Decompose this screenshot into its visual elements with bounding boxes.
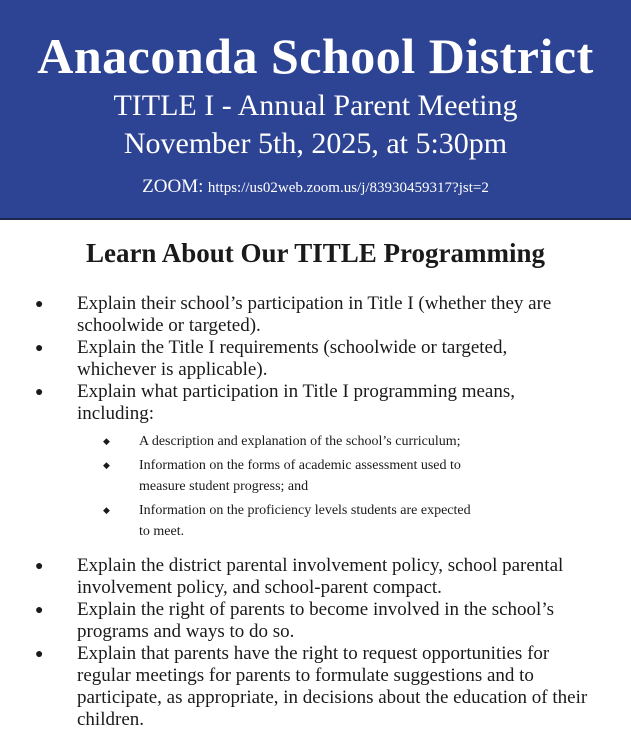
list-item-text: Explain the Title I requirements (schoolwide or targeted, whichever is applicable). [77, 337, 508, 380]
sub-list-item [0, 431, 591, 452]
list-item [0, 599, 631, 643]
zoom-label: ZOOM: [142, 176, 204, 197]
zoom-link[interactable]: https://us02web.zoom.us/j/83930459317?jst=2 [207, 180, 489, 196]
list-item [0, 555, 631, 599]
sub-list-item-text: A description and explanation of the school’s curriculum; [139, 434, 461, 449]
bullet-icon: ● [35, 603, 44, 618]
list-item-text: Explain their school’s participation in Title I (whether they are schoolwide or targeted). [77, 293, 552, 336]
list-item-text: Explain the right of parents to become involved in the school’s programs and ways to do so. [77, 599, 555, 642]
agenda-list [0, 293, 631, 731]
bullet-icon: ● [35, 341, 44, 356]
list-item [0, 293, 631, 337]
sub-list-item-text: Information on the proficiency levels students are expected to meet. [139, 503, 471, 539]
meeting-title: TITLE I - Annual Parent Meeting [113, 89, 518, 122]
diamond-bullet-icon: ◆ [103, 505, 110, 515]
meeting-date: November 5th, 2025, at 5:30pm [123, 127, 508, 160]
sub-list-item [0, 455, 591, 497]
list-item [0, 643, 631, 731]
zoom-line [0, 174, 631, 200]
bullet-icon: ● [35, 385, 44, 400]
sub-list-item-text: Information on the forms of academic assessment used to measure student progress; and [139, 458, 461, 494]
bullet-icon: ● [35, 559, 44, 574]
list-item-text: Explain that parents have the right to request opportunities for regular meetings for parents to formulate suggestions and to participate, as appropriate, in decisions about the education of their children. [77, 643, 588, 730]
section-heading: Learn About Our TITLE Programming [85, 238, 546, 268]
sub-list [77, 431, 591, 542]
sub-list-item [0, 500, 591, 542]
bullet-icon: ● [35, 647, 44, 662]
diamond-bullet-icon: ◆ [103, 436, 110, 446]
header-banner [0, 0, 631, 220]
list-item [0, 337, 631, 381]
bullet-icon: ● [35, 297, 44, 312]
district-name: Anaconda School District [37, 28, 594, 84]
diamond-bullet-icon: ◆ [103, 460, 110, 470]
list-item-text: Explain what participation in Title I programming means, including: [77, 381, 515, 424]
list-item [0, 381, 631, 555]
list-item-text: Explain the district parental involvement policy, school parental involvement policy, and school-parent compact. [77, 555, 564, 598]
